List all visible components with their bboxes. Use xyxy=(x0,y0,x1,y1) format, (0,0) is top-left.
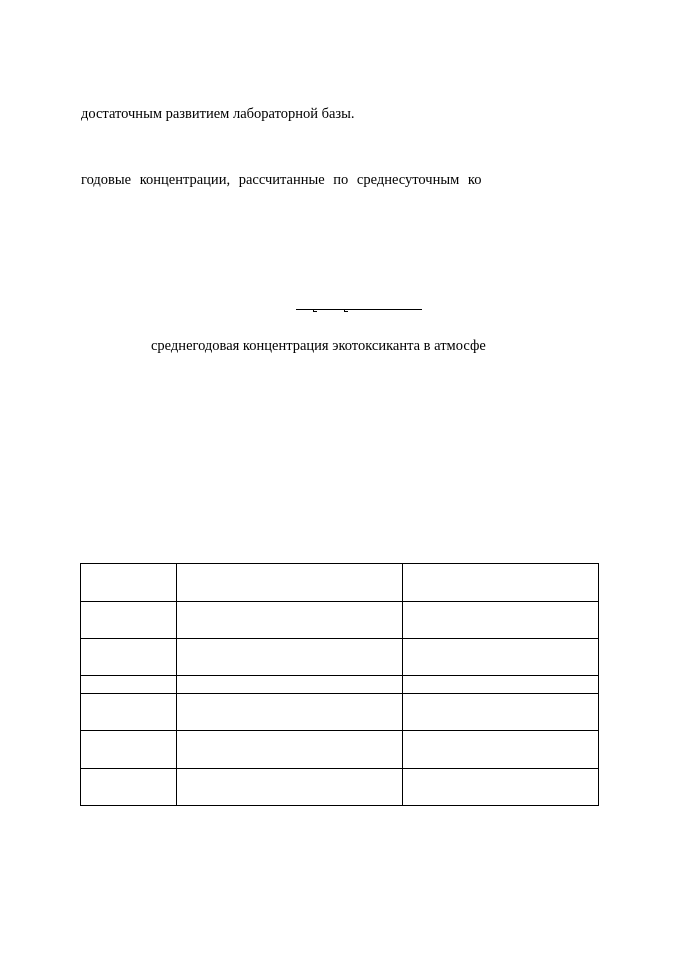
table-row xyxy=(81,731,599,769)
table-row xyxy=(81,602,599,639)
table-cell xyxy=(403,769,599,806)
table-row xyxy=(81,769,599,806)
table-cell xyxy=(81,731,177,769)
table-cell xyxy=(176,676,403,694)
table-cell xyxy=(176,564,403,602)
table-cell xyxy=(176,694,403,731)
table-row xyxy=(81,639,599,676)
table-cell xyxy=(403,731,599,769)
table-body xyxy=(81,564,599,806)
table-cell xyxy=(403,676,599,694)
text-line-2: годовые концентрации, рассчитанные по среднесуточным ко xyxy=(81,172,482,188)
table-row xyxy=(81,676,599,694)
table-cell xyxy=(176,769,403,806)
table-cell xyxy=(81,676,177,694)
table-row xyxy=(81,564,599,602)
table-cell xyxy=(81,769,177,806)
table-cell xyxy=(403,694,599,731)
table-cell xyxy=(176,639,403,676)
data-table xyxy=(80,563,599,806)
table-row xyxy=(81,694,599,731)
text-line-3: среднегодовая концентрация экотоксиканта в атмосфе xyxy=(151,338,486,354)
table-cell xyxy=(176,731,403,769)
table-cell xyxy=(403,564,599,602)
table-cell xyxy=(81,602,177,639)
table-cell xyxy=(81,564,177,602)
formula-mark xyxy=(313,309,317,312)
table-cell xyxy=(81,639,177,676)
text-line-1: достаточным развитием лабораторной базы. xyxy=(81,106,355,122)
table-cell xyxy=(176,602,403,639)
table-cell xyxy=(403,639,599,676)
table-cell xyxy=(403,602,599,639)
formula-mark xyxy=(344,309,348,312)
table-cell xyxy=(81,694,177,731)
